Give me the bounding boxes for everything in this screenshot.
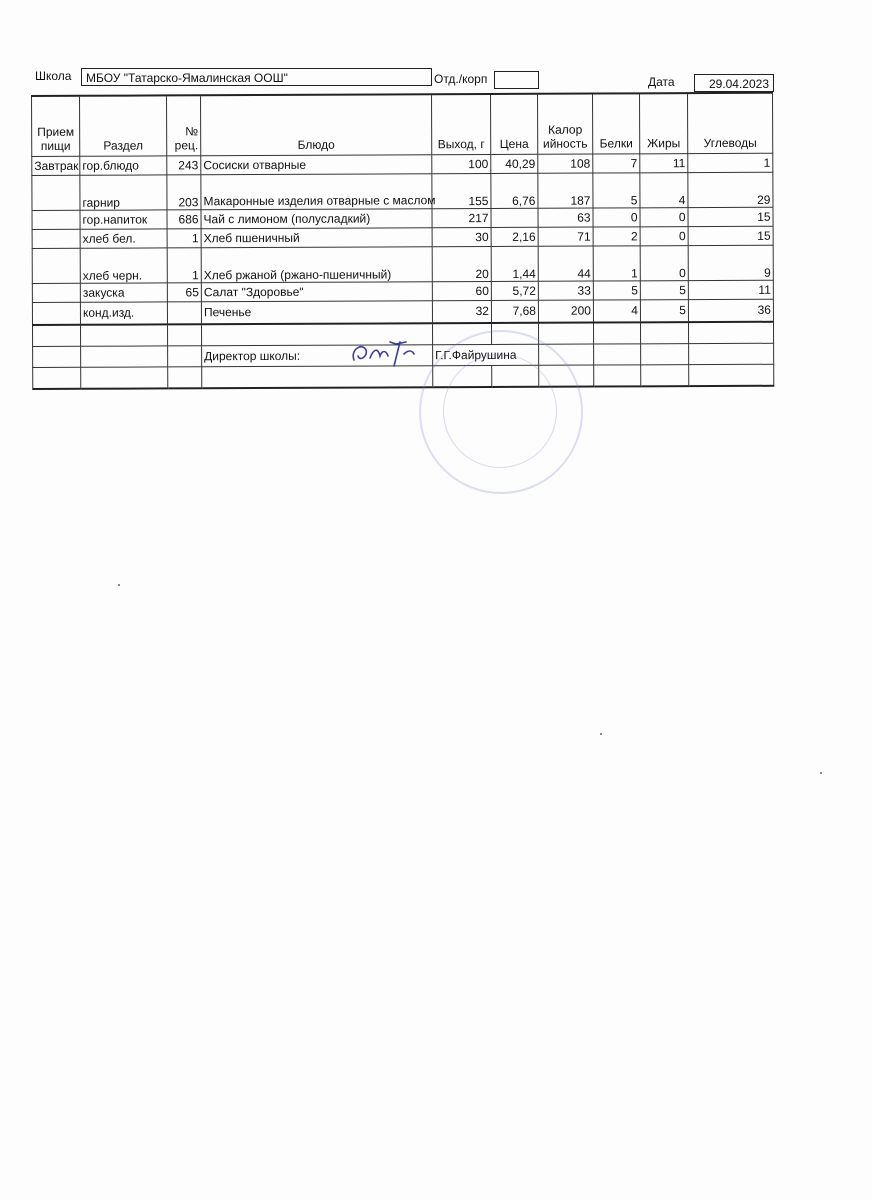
meal-cell	[32, 283, 80, 302]
table-row	[32, 172, 773, 210]
scan-speck	[820, 772, 822, 774]
meal-cell	[32, 229, 80, 248]
calories-cell: 71	[538, 227, 593, 246]
recipe-cell: 203	[167, 175, 201, 210]
protein-cell: 1	[593, 246, 640, 281]
fat-cell: 11	[640, 154, 688, 173]
empty-cell	[594, 364, 641, 386]
empty-cell	[201, 323, 432, 346]
dish-cell: Печенье	[201, 301, 432, 324]
section-cell: конд.изд.	[80, 302, 167, 324]
empty-cell	[640, 322, 688, 344]
meal-cell	[32, 248, 80, 283]
recipe-cell: 686	[167, 210, 201, 229]
col-carbs: Углеводы	[687, 93, 772, 154]
empty-cell	[641, 343, 689, 364]
recipe-cell: 1	[167, 229, 201, 248]
carbs-cell: 1	[688, 153, 773, 172]
col-calories: Калор ийность	[537, 94, 592, 155]
director-label: Директор школы:	[202, 344, 433, 366]
dish-cell: Хлеб ржаной (ржано-пшеничный)	[201, 247, 432, 283]
calories-cell: 200	[538, 300, 593, 322]
price-cell: 1,44	[491, 246, 538, 281]
section-cell: хлеб бел.	[80, 229, 167, 248]
empty-cell	[538, 322, 593, 344]
col-dish: Блюдо	[201, 94, 432, 156]
menu-table	[31, 92, 774, 390]
school-name-field: МБОУ "Татарско-Ямалинская ООШ"	[81, 68, 432, 86]
fat-cell: 4	[640, 173, 688, 208]
empty-cell	[168, 324, 202, 346]
fat-cell: 0	[640, 208, 688, 227]
empty-cell	[689, 364, 774, 386]
scan-speck	[118, 584, 120, 586]
meal-cell: Завтрак	[32, 156, 80, 175]
col-fat: Жиры	[639, 93, 687, 154]
empty-cell	[433, 365, 492, 387]
protein-cell: 5	[593, 281, 640, 300]
yield-cell: 30	[432, 227, 491, 246]
school-label: Школа	[35, 69, 72, 83]
yield-cell: 100	[432, 154, 491, 173]
recipe-cell: 243	[167, 156, 201, 175]
meal-cell	[32, 175, 80, 210]
col-protein: Белки	[592, 93, 639, 154]
empty-cell	[81, 324, 168, 346]
yield-cell: 217	[432, 208, 491, 227]
empty-cell	[81, 345, 168, 366]
carbs-cell: 11	[688, 280, 773, 299]
protein-cell: 4	[593, 300, 640, 322]
section-cell: гарнир	[80, 175, 167, 210]
protein-cell: 0	[593, 208, 640, 227]
protein-cell: 2	[593, 227, 640, 246]
empty-cell	[432, 322, 491, 344]
empty-cell	[33, 346, 81, 367]
calories-cell: 63	[538, 208, 593, 227]
fat-cell: 0	[640, 246, 688, 281]
recipe-cell: 65	[167, 283, 201, 302]
empty-cell	[168, 345, 202, 366]
dish-cell: Сосиски отварные	[201, 155, 432, 175]
date-label: Дата	[648, 75, 675, 89]
dish-cell: Салат "Здоровье"	[201, 282, 432, 302]
carbs-cell: 15	[688, 207, 773, 226]
col-recipe: № рец.	[167, 95, 201, 156]
carbs-cell: 15	[688, 226, 773, 245]
fat-cell: 5	[640, 300, 688, 322]
dept-field	[494, 71, 539, 89]
empty-cell	[492, 365, 539, 387]
price-cell: 5,72	[491, 281, 538, 300]
empty-cell	[539, 365, 594, 387]
dish-cell: Макаронные изделия отварные с маслом	[201, 174, 432, 210]
calories-cell: 108	[538, 154, 593, 173]
fat-cell: 5	[640, 281, 688, 300]
empty-cell	[689, 343, 774, 364]
empty-cell	[81, 366, 168, 388]
carbs-cell: 9	[688, 245, 773, 280]
empty-cell	[641, 364, 689, 386]
director-name: Г.Г.Файрушина	[433, 344, 539, 365]
table-row	[32, 299, 773, 324]
col-price: Цена	[491, 94, 538, 155]
empty-cell	[491, 322, 538, 344]
section-cell: гор.напиток	[80, 210, 167, 229]
dish-cell: Чай с лимоном (полусладкий)	[201, 209, 432, 229]
meal-cell	[32, 302, 80, 324]
yield-cell: 60	[432, 281, 491, 300]
carbs-cell: 29	[688, 172, 773, 207]
section-cell: хлеб черн.	[80, 248, 167, 283]
price-cell: 2,16	[491, 227, 538, 246]
table-row	[33, 364, 774, 389]
yield-cell: 20	[432, 246, 491, 281]
section-cell: гор.блюдо	[80, 156, 167, 175]
date-field: 29.04.2023	[694, 74, 774, 92]
recipe-cell	[167, 302, 201, 324]
empty-cell	[33, 324, 81, 346]
scan-speck	[600, 733, 602, 735]
dish-cell: Хлеб пшеничный	[201, 228, 432, 248]
empty-cell	[593, 322, 640, 344]
table-row	[32, 245, 773, 283]
calories-cell: 187	[538, 173, 593, 208]
price-cell: 7,68	[491, 300, 538, 322]
col-section: Раздел	[80, 95, 167, 156]
yield-cell: 32	[432, 300, 491, 322]
recipe-cell: 1	[167, 248, 201, 283]
empty-cell	[202, 365, 433, 388]
price-cell: 40,29	[491, 154, 538, 173]
meal-cell	[32, 210, 80, 229]
dept-label: Отд./корп	[434, 72, 488, 86]
carbs-cell: 36	[688, 299, 773, 321]
col-meal: Прием пищи	[32, 96, 80, 157]
yield-cell: 155	[432, 173, 491, 208]
col-yield: Выход, г	[432, 94, 491, 155]
fat-cell: 0	[640, 227, 688, 246]
protein-cell: 7	[593, 154, 640, 173]
price-cell	[491, 208, 538, 227]
calories-cell: 33	[538, 281, 593, 300]
protein-cell: 5	[593, 173, 640, 208]
section-cell: закуска	[80, 283, 167, 302]
empty-cell	[168, 366, 202, 388]
empty-cell	[594, 343, 641, 364]
empty-cell	[539, 344, 594, 365]
price-cell: 6,76	[491, 173, 538, 208]
calories-cell: 44	[538, 246, 593, 281]
empty-cell	[33, 367, 81, 389]
empty-cell	[688, 321, 773, 343]
